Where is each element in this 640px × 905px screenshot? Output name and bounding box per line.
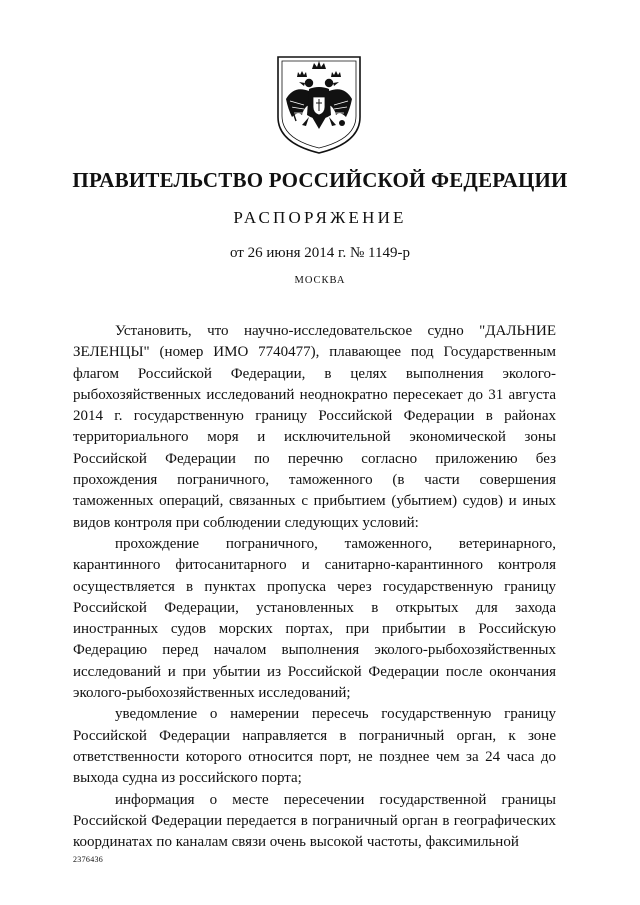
- document-number-footer: 2376436: [73, 855, 104, 864]
- body-paragraph: прохождение пограничного, таможенного, ветеринарного, карантинного фитосанитарного и санитарно-карантинного контроля осуществляется в пунктах пропуска через государственную границу Российской Федерации, установленных в открытых для захода иностранных судов морских портах, при прибытии в Российскую Федерацию перед началом выполнения эколого-рыбохозяйственных исследований и при убытии из Российской Федерации после окончания эколого-рыбохозяйственных исследований;: [73, 535, 556, 702]
- body-paragraph: Установить, что научно-исследовательское судно "ДАЛЬНИЕ ЗЕЛЕНЦЫ" (номер ИМО 7740477), плавающее под Государственным флагом Российской Федерации, в целях выполнения эколого-рыбохозяйственных исследований неоднократно пересекает до 31 августа 2014 г. государственную границу Российской Федерации в районах территориального моря и исключительной экономической зоны Российской Федерации по перечню согласно приложению без прохождения пограничного, таможенного (в части совершения таможенных операций, связанных с прибытием (убытием) судов) и иных видов контроля при соблюдении следующих условий:: [73, 323, 556, 531]
- document-body: [73, 321, 556, 853]
- document-date-number: от 26 июня 2014 г. № 1149-р: [230, 245, 410, 261]
- body-paragraph: уведомление о намерении пересечь государственную границу Российской Федерации направляется в пограничный орган, к зоне ответственности которого относится порт, не позднее чем за 24 часа до выхода судна из российского порта;: [73, 706, 556, 787]
- body-paragraph: информация о месте пересечении государственной границы Российской Федерации передается в пограничный орган в географических координатах по каналам связи очень высокой частоты, факсимильной: [73, 791, 556, 851]
- russian-coat-of-arms-icon: [276, 55, 362, 155]
- document-city: МОСКВА: [294, 275, 346, 286]
- document-type: РАСПОРЯЖЕНИЕ: [233, 208, 407, 227]
- organization-title: ПРАВИТЕЛЬСТВО РОССИЙСКОЙ ФЕДЕРАЦИИ: [72, 168, 568, 192]
